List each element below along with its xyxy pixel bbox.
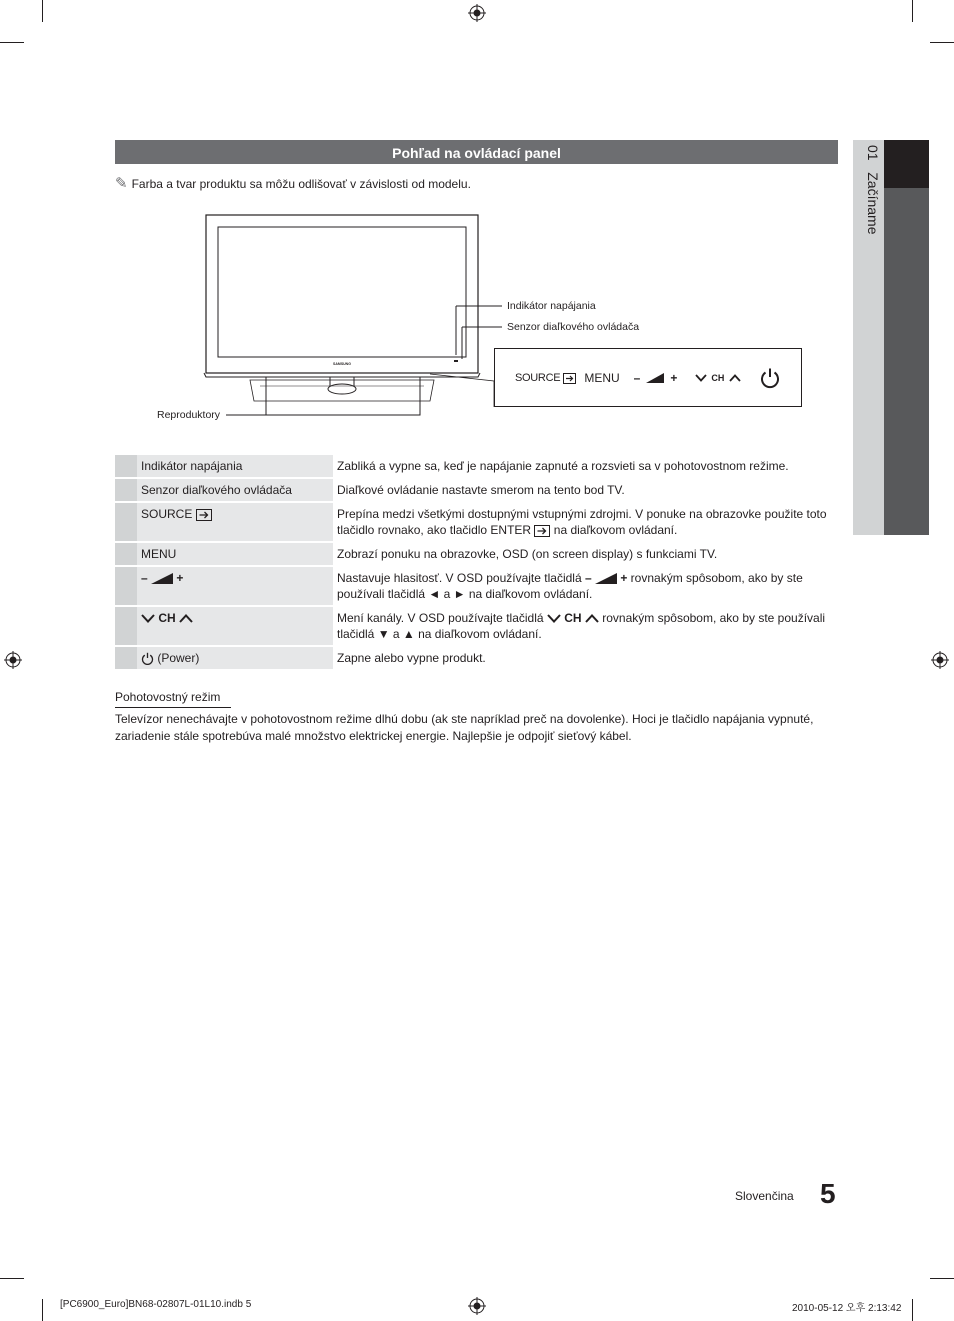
row-name (137, 567, 333, 605)
volume-plus: + (620, 571, 628, 585)
row-marker (115, 607, 137, 645)
chapter-tab-mid (884, 188, 929, 535)
volume-wedge-icon (595, 573, 617, 584)
row-marker (115, 567, 137, 605)
chapter-label (857, 145, 881, 235)
row-marker (115, 647, 137, 669)
volume-up-button[interactable]: + (670, 371, 678, 385)
chapter-number: 01 (865, 145, 881, 161)
source-button[interactable] (515, 372, 576, 384)
volume-down-button[interactable]: – (633, 371, 641, 385)
label-speakers: Reproduktory (157, 409, 221, 421)
table-row (115, 503, 838, 541)
row-desc-part: Prepína medzi všetkými dostupnými vstupnými zdrojmi. V ponuke na obrazovke použite toto tlačidlo rovnako, ako tlačidlo (337, 507, 827, 537)
chapter-tab-dark (884, 140, 929, 188)
volume-minus: – (141, 571, 148, 585)
row-desc: Diaľkové ovládanie nastavte smerom na tento bod TV. (337, 483, 625, 497)
source-name: SOURCE (141, 507, 193, 521)
note (115, 174, 471, 194)
enter-icon (196, 509, 212, 521)
row-desc-part: rovnakým spôsobom, ako by ste používali tlačidlá ◄ a ► na diaľkovom ovládaní. (337, 571, 803, 601)
table-row (115, 455, 838, 477)
row-name: Senzor diaľkového ovládača (137, 479, 333, 501)
row-desc: Zobrazí ponuku na obrazovke, OSD (on screen display) s funkciami TV. (337, 547, 718, 561)
note-text: Farba a tvar produktu sa môžu odlišovať v závislosti od modelu. (131, 177, 471, 191)
table-row (115, 479, 838, 501)
tv-brand-logo: SAMSUNG (333, 362, 351, 366)
control-panel-buttons (515, 367, 781, 389)
channel-label: CH (158, 611, 176, 625)
channel-up-icon (179, 614, 193, 623)
source-label: SOURCE (515, 372, 561, 384)
registration-mark-icon (4, 651, 22, 669)
chapter-title: Začíname (865, 172, 881, 235)
row-desc: Zapne alebo vypne produkt. (337, 651, 486, 665)
page-number: 5 (820, 1178, 836, 1209)
controls-table (115, 453, 838, 671)
print-slug-file: [PC6900_Euro]BN68-02807L-01L10.indb 5 (60, 1299, 252, 1310)
table-row (115, 543, 838, 565)
power-icon[interactable] (759, 367, 781, 389)
registration-mark-icon (468, 4, 486, 22)
table-row (115, 607, 838, 645)
row-marker (115, 543, 137, 565)
label-power-indicator: Indikátor napájania (507, 300, 596, 312)
volume-plus: + (176, 571, 184, 585)
enter-icon (563, 373, 576, 384)
row-marker (115, 503, 137, 541)
volume-minus: – (584, 571, 592, 585)
table-row (115, 647, 838, 669)
row-desc (333, 607, 838, 645)
channel-down-icon (547, 614, 561, 623)
row-name: Indikátor napájania (137, 455, 333, 477)
row-desc-part: na diaľkovom ovládaní. (550, 523, 678, 537)
power-icon (141, 652, 154, 665)
row-desc (333, 567, 838, 605)
footer-language: Slovenčina (735, 1189, 794, 1203)
standby-title: Pohotovostný režim (115, 690, 231, 708)
channel-up-icon (585, 614, 599, 623)
row-desc (333, 503, 838, 541)
menu-button[interactable]: MENU (584, 371, 620, 385)
page-title: Pohľad na ovládací panel (115, 140, 838, 164)
row-name (137, 647, 333, 669)
row-desc-part: rovnakým spôsobom, ako by ste používali tlačidlá ▼ a ▲ na diaľkovom ovládaní. (337, 611, 826, 641)
row-name (137, 607, 333, 645)
row-name (137, 503, 333, 541)
row-marker (115, 455, 137, 477)
control-panel-callout (494, 348, 802, 407)
table-row (115, 567, 838, 605)
power-name: (Power) (157, 651, 200, 665)
enter-label: ENTER (490, 523, 532, 537)
volume-wedge-icon (646, 373, 664, 383)
channel-label: CH (564, 611, 582, 625)
channel-up-icon[interactable] (729, 374, 741, 382)
channel-label: CH (711, 373, 725, 383)
row-desc-part: Mení kanály. V OSD používajte tlačidlá (337, 611, 547, 625)
standby-text: Televízor nenechávajte v pohotovostnom režime dlhú dobu (ak ste napríklad preč na dovolenke). Hoci je tlačidlo napájania vypnuté, zariadenie stále spotrebúva malé množstvo elektrickej energie. Najlepšie je odpojiť sieťový kábel. (115, 712, 814, 743)
row-name: MENU (137, 543, 333, 565)
label-remote-sensor: Senzor diaľkového ovládača (507, 321, 640, 333)
row-marker (115, 479, 137, 501)
registration-mark-icon (931, 651, 949, 669)
row-desc: Zabliká a vypne sa, keď je napájanie zapnuté a rozsvieti sa v pohotovostnom režime. (337, 459, 789, 473)
pencil-note-icon: ✎ (115, 175, 128, 192)
channel-down-icon[interactable] (695, 374, 707, 382)
volume-wedge-icon (151, 573, 173, 584)
registration-mark-icon (468, 1297, 486, 1315)
print-slug-date: 2010-05-12 오후 2:13:42 (792, 1303, 902, 1314)
channel-down-icon (141, 614, 155, 623)
enter-icon (534, 525, 550, 537)
row-desc-part: Nastavuje hlasitosť. V OSD používajte tlačidlá (337, 571, 585, 585)
